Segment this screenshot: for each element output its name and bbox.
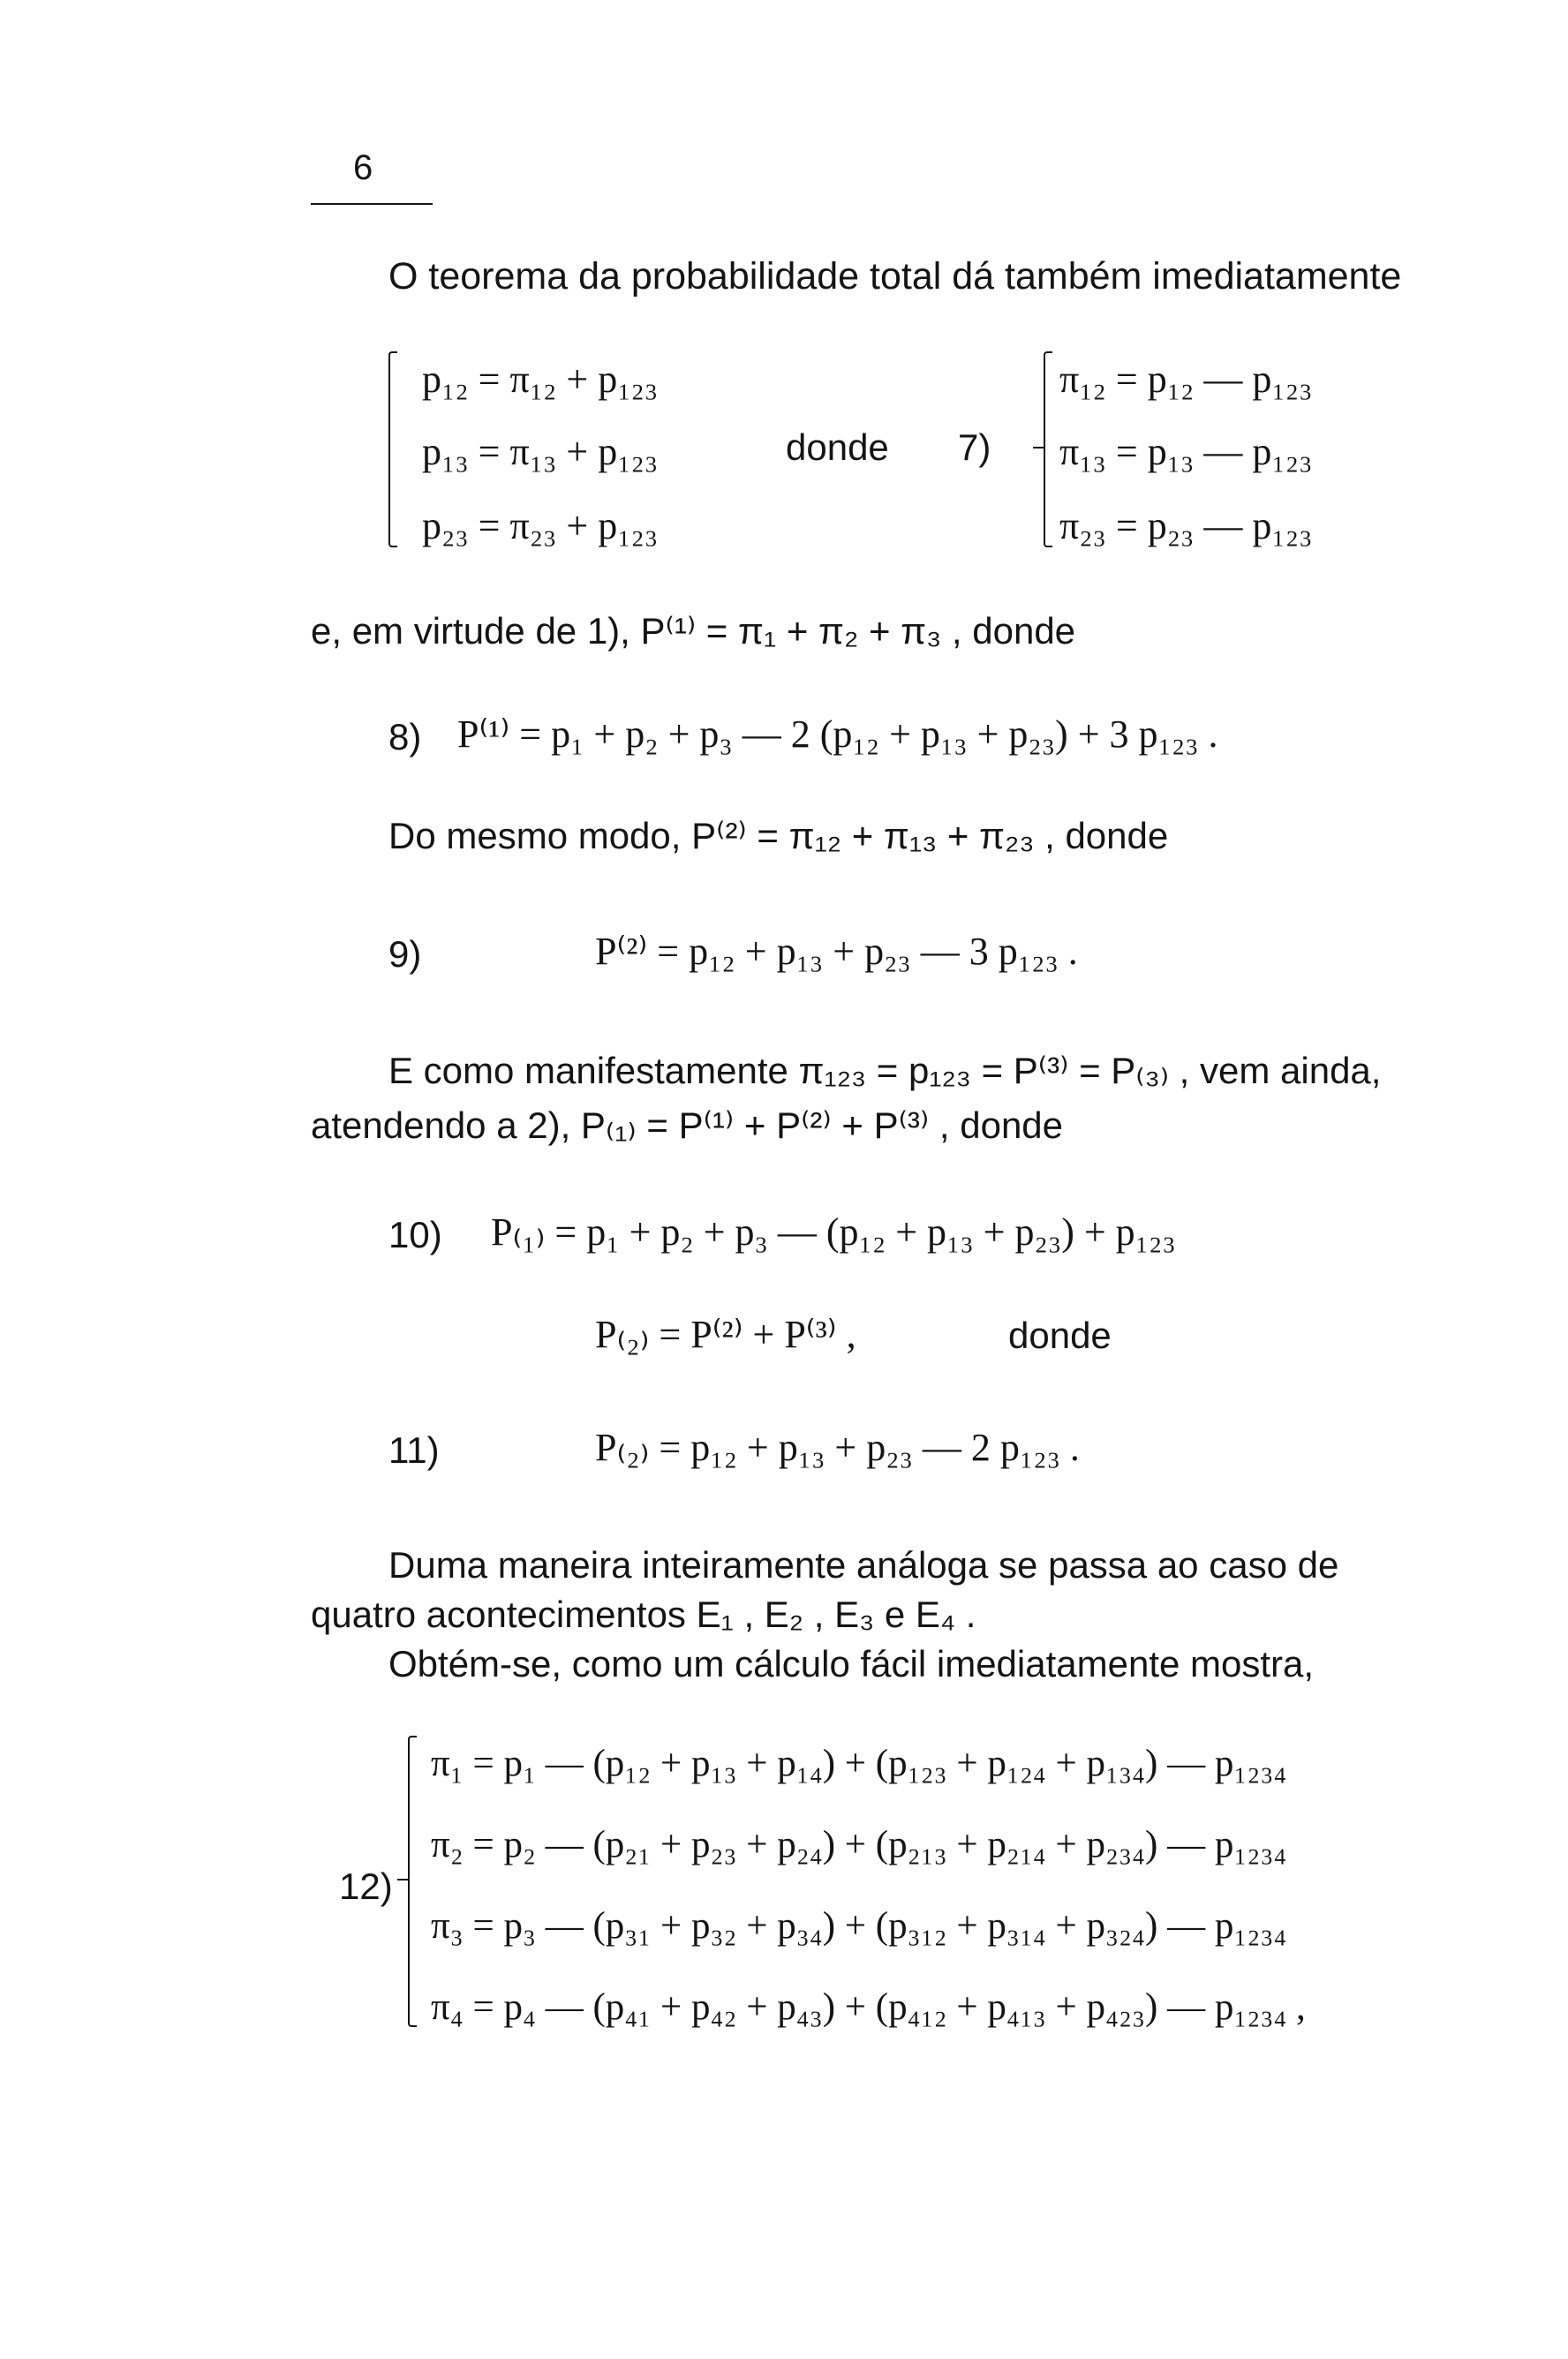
line-como-2: atendendo a 2), P₍₁₎ = P⁽¹⁾ + P⁽²⁾ + P⁽³⁾ , donde	[311, 1104, 1064, 1146]
equation-label-11: 11)	[388, 1429, 440, 1471]
line-mesmo-modo: Do mesmo modo, P⁽²⁾ = π₁₂ + π₁₃ + π₂₃ , donde	[388, 815, 1169, 856]
equation-label-7: 7)	[958, 426, 991, 468]
equation-9: P⁽²⁾ = p₁₂ + p₁₃ + p₂₃ — 3 p₁₂₃ .	[595, 930, 1078, 973]
system-12-eq-2: π₂ = p₂ — (p₂₁ + p₂₃ + p₂₄) + (p₂₁₃ + p₂₁₄ + p₂₃₄) — p₁₂₃₄	[431, 1824, 1287, 1865]
equation-10: P₍₁₎ = p₁ + p₂ + p₃ — (p₁₂ + p₁₃ + p₂₃) + p₁₂₃	[491, 1210, 1176, 1254]
left-eq-2: p₁₃ = π₁₃ + p₁₂₃	[422, 430, 659, 473]
donde-label: donde	[786, 426, 889, 468]
system-12-brace-tick	[397, 1879, 408, 1880]
system-12-eq-4: π₄ = p₄ — (p₄₁ + p₄₂ + p₄₃) + (p₄₁₂ + p₄₁₃ + p₄₂₃) — p₁₂₃₄ ,	[431, 1986, 1306, 2028]
para-duma-1: Duma maneira inteiramente análoga se passa ao caso de	[388, 1544, 1339, 1586]
equation-label-10: 10)	[388, 1214, 442, 1255]
system-12-eq-1: π₁ = p₁ — (p₁₂ + p₁₃ + p₁₄) + (p₁₂₃ + p₁₂₄ + p₁₃₄) — p₁₂₃₄	[431, 1743, 1287, 1784]
left-eq-1: p₁₂ = π₁₂ + p₁₂₃	[422, 358, 659, 401]
right-eq-2: π₁₃ = p₁₃ — p₁₂₃	[1059, 430, 1313, 473]
equation-label-9: 9)	[388, 933, 422, 975]
system-12-brace	[408, 1736, 417, 2027]
line-como-1: E como manifestamente π₁₂₃ = p₁₂₃ = P⁽³⁾ = P₍₃₎ , vem ainda,	[388, 1050, 1382, 1091]
right-eq-3: π₂₃ = p₂₃ — p₁₂₃	[1059, 504, 1313, 547]
equation-label-8: 8)	[388, 716, 422, 757]
intro-line: O teorema da probabilidade total dá também imediatamente	[388, 255, 1402, 298]
equation-8: P⁽¹⁾ = p₁ + p₂ + p₃ — 2 (p₁₂ + p₁₃ + p₂₃) + 3 p₁₂₃ .	[457, 712, 1218, 756]
page-number-rule	[311, 203, 433, 205]
donde-label-2: donde	[1008, 1315, 1112, 1356]
page-number: 6	[353, 148, 373, 187]
left-eq-3: p₂₃ = π₂₃ + p₁₂₃	[422, 504, 659, 547]
right-eq-1: π₁₂ = p₁₂ — p₁₂₃	[1059, 358, 1313, 401]
para-obtem: Obtém-se, como um cálculo fácil imediatamente mostra,	[388, 1643, 1315, 1684]
para-duma-2: quatro acontecimentos E₁ , E₂ , E₃ e E₄ .	[311, 1594, 976, 1635]
system-12-eq-3: π₃ = p₃ — (p₃₁ + p₃₂ + p₃₄) + (p₃₁₂ + p₃₁₄ + p₃₂₄) — p₁₂₃₄	[431, 1905, 1287, 1947]
left-brace	[388, 351, 397, 547]
right-brace-tick	[1033, 447, 1044, 448]
line-virtude: e, em virtude de 1), P⁽¹⁾ = π₁ + π₂ + π₃ , donde	[311, 610, 1076, 652]
equation-p2: P₍₂₎ = P⁽²⁾ + P⁽³⁾ ,	[595, 1313, 856, 1356]
equation-11: P₍₂₎ = p₁₂ + p₁₃ + p₂₃ — 2 p₁₂₃ .	[595, 1426, 1080, 1469]
equation-label-12: 12)	[339, 1865, 393, 1907]
right-brace	[1044, 351, 1052, 547]
